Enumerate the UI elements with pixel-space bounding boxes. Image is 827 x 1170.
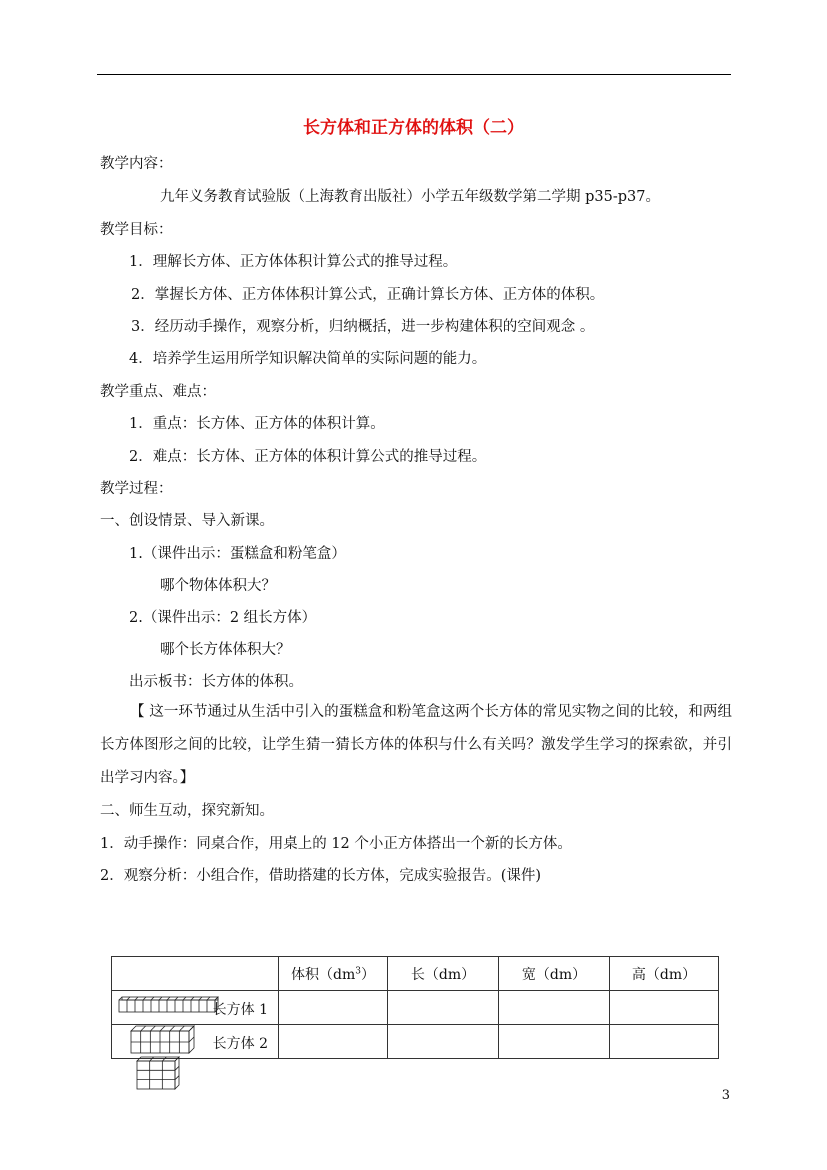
process-step-1-heading: 一、创设情景、导入新课。 — [100, 513, 274, 529]
process-item-2: 2.（课件出示：2 组长方体） — [129, 610, 317, 626]
row-label-cuboid-1: 长方体 1 — [212, 1002, 268, 1018]
table-header-height: 高（dm） — [610, 957, 719, 991]
goal-item-4: 4．培养学生运用所学知识解决简单的实际问题的能力。 — [129, 351, 487, 367]
key-point-1: 1．重点：长方体、正方体的体积计算。 — [129, 416, 385, 432]
table-cell[interactable] — [499, 991, 610, 1025]
table-header-row — [112, 957, 719, 991]
goal-item-2: 2．掌握长方体、正方体体积计算公式，正确计算长方体、正方体的体积。 — [131, 287, 605, 303]
volume-header-close: ） — [360, 966, 375, 983]
table-row — [112, 1025, 719, 1059]
process-step-2-heading: 二、师生互动，探究新知。 — [100, 803, 274, 819]
process-question-2: 哪个长方体体积大？ — [160, 642, 291, 658]
content-text: 九年义务教育试验版（上海教育出版社）小学五年级数学第二学期 p35-p37。 — [160, 189, 660, 205]
process-item-1: 1.（课件出示：蛋糕盒和粉笔盒） — [129, 546, 346, 562]
table-cell[interactable] — [499, 1025, 610, 1059]
table-header-width: 宽（dm） — [499, 957, 610, 991]
activity-item-1: 1．动手操作：同桌合作，用桌上的 12 个小正方体搭出一个新的长方体。 — [100, 836, 572, 852]
key-point-2: 2．难点：长方体、正方体的体积计算公式的推导过程。 — [129, 449, 487, 465]
section-teaching-goals: 教学目标： — [100, 222, 173, 238]
process-question-1: 哪个物体体积大？ — [160, 578, 276, 594]
header-rule — [97, 74, 731, 75]
activity-item-2: 2．观察分析：小组合作，借助搭建的长方体，完成实验报告。(课件) — [100, 868, 542, 884]
volume-header-text: 体积（dm — [291, 966, 356, 983]
goal-item-3: 3．经历动手操作，观察分析，归纳概括，进一步构建体积的空间观念 。 — [131, 319, 595, 335]
commentary-paragraph: 【 这一环节通过从生活中引入的蛋糕盒和粉笔盒这两个长方体的常见实物之间的比较，和两组长方体图形之间的比较，让学生猜一猜长方体的体积与什么有关吗？激发学生学习的探索欲，并引出学习内容。】 — [100, 704, 732, 786]
cuboid-3-figure — [136, 1056, 182, 1090]
table-cell[interactable] — [610, 1025, 719, 1059]
table-header-cell — [112, 957, 279, 991]
table-cell[interactable] — [388, 1025, 499, 1059]
page-title: 长方体和正方体的体积（二） — [303, 118, 524, 138]
table-cell[interactable] — [610, 991, 719, 1025]
section-key-points: 教学重点、难点： — [100, 384, 216, 400]
cuboid-1-figure — [118, 996, 222, 1016]
section-teaching-process: 教学过程： — [100, 481, 173, 497]
section-teaching-content: 教学内容： — [100, 156, 173, 172]
row-label-cuboid-2: 长方体 2 — [212, 1036, 268, 1052]
board-writing: 出示板书：长方体的体积。 — [129, 674, 303, 690]
volume-unit-superscript: 3 — [355, 965, 361, 976]
cuboid-2-figure — [130, 1025, 196, 1055]
goal-item-1: 1．理解长方体、正方体体积计算公式的推导过程。 — [129, 254, 458, 270]
page-number: 3 — [721, 1088, 730, 1103]
table-cell[interactable] — [279, 991, 388, 1025]
table-cell[interactable] — [388, 991, 499, 1025]
table-header-volume — [279, 957, 388, 991]
table-header-length: 长（dm） — [388, 957, 499, 991]
table-cell[interactable] — [279, 1025, 388, 1059]
